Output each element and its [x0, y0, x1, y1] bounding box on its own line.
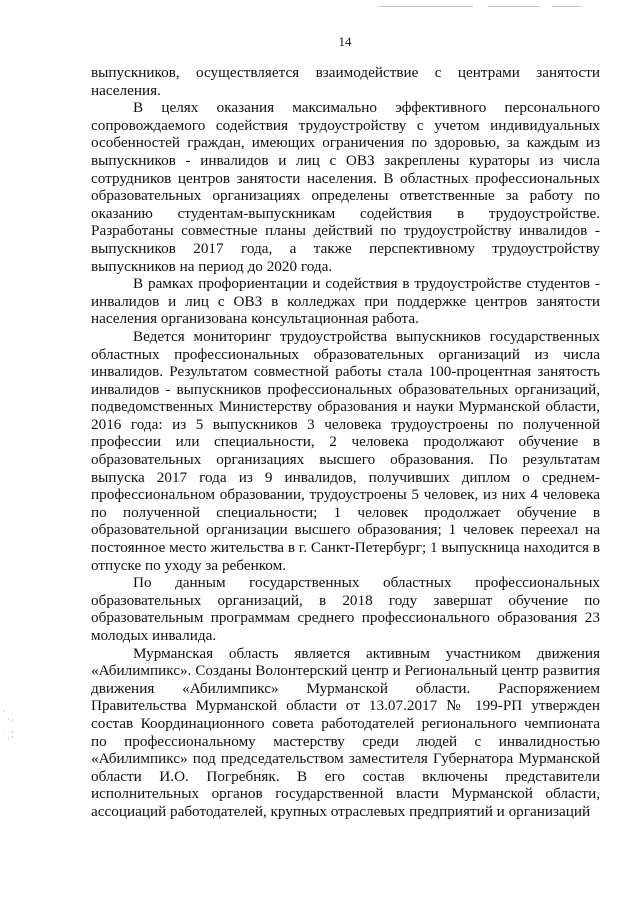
header-rule — [552, 6, 582, 7]
header-rule — [378, 6, 473, 7]
paragraph-graduates-2018: По данным государственных областных профессиональных образовательных организаций, в 2018 году завершат обучение по образовательным программам среднего профессионального образования 23 молодых инвалида. — [91, 574, 600, 644]
header-rule — [488, 6, 540, 7]
paragraph-career-guidance: В рамках профориентации и содействия в трудоустройстве студентов - инвалидов и лиц с ОВЗ в колледжах при поддержке центров занятости населения организована консультационная работа. — [91, 275, 600, 328]
paragraph-monitoring: Ведется мониторинг трудоустройства выпускников государственных областных профессиональных образовательных организаций из числа инвалидов. Результатом совместной работы стала 100-процентная занятость инвалидов - выпускников профессиональных образовательных организаций, подведомственных Министерству образования и науки Мурманской области, 2016 года: из 5 выпускников 3 человека трудоустроены по полученной профессии или специальности, 2 человека продолжают обучение в образовательных организациях высшего образования. По результатам выпуска 2017 года из 9 инвалидов, получивших диплом о среднем-профессиональном образовании, трудоустроены 5 человек, из них 4 человека по полученной специальности; 1 человек продолжает обучение в образовательной организации высшего образования; 1 человек переехал на постоянное место жительства в г. Санкт-Петербург; 1 выпускница находится в отпуске по уходу за ребенком. — [91, 327, 600, 574]
paragraph-curators: В целях оказания максимально эффективного персонального сопровождаемого содействия трудоустройству с учетом индивидуальных особенностей граждан, имеющих ограничения по здоровью, за каждым из выпускников - инвалидов и лиц с ОВЗ закреплены кураторы из числа сотрудников центров занятости населения. В областных профессиональных образовательных организациях определены ответственные за работу по оказанию студентам-выпускникам содействия в трудоустройстве. Разработаны совместные планы действий по трудоустройству инвалидов - выпускников 2017 года, а также перспективному трудоустройству выпускников на период до 2020 года. — [91, 99, 600, 275]
paragraph-abilympics: Мурманская область является активным участником движения «Абилимпикс». Созданы Волонтерский центр и Региональный центр развития движения «Абилимпикс» Мурманской области. Распоряжением Правительства Мурманской области от 13.07.2017 № 199-РП утвержден состав Координационного совета работодателей регионального чемпионата по профессиональному мастерству среди людей с инвалидностью «Абилимпикс» под председательством заместителя Губернатора Мурманской области И.О. Погребняк. В его состав включены представители исполнительных органов государственной власти Мурманской области, ассоциаций работодателей, крупных отраслевых предприятий и организаций — [91, 644, 600, 820]
page-number: 14 — [338, 34, 352, 49]
paragraph-continuation: выпускников, осуществляется взаимодействие с центрами занятости населения. — [91, 64, 600, 99]
scan-artifact: · . '· · , ·' — [2, 708, 15, 743]
document-body — [91, 64, 600, 821]
